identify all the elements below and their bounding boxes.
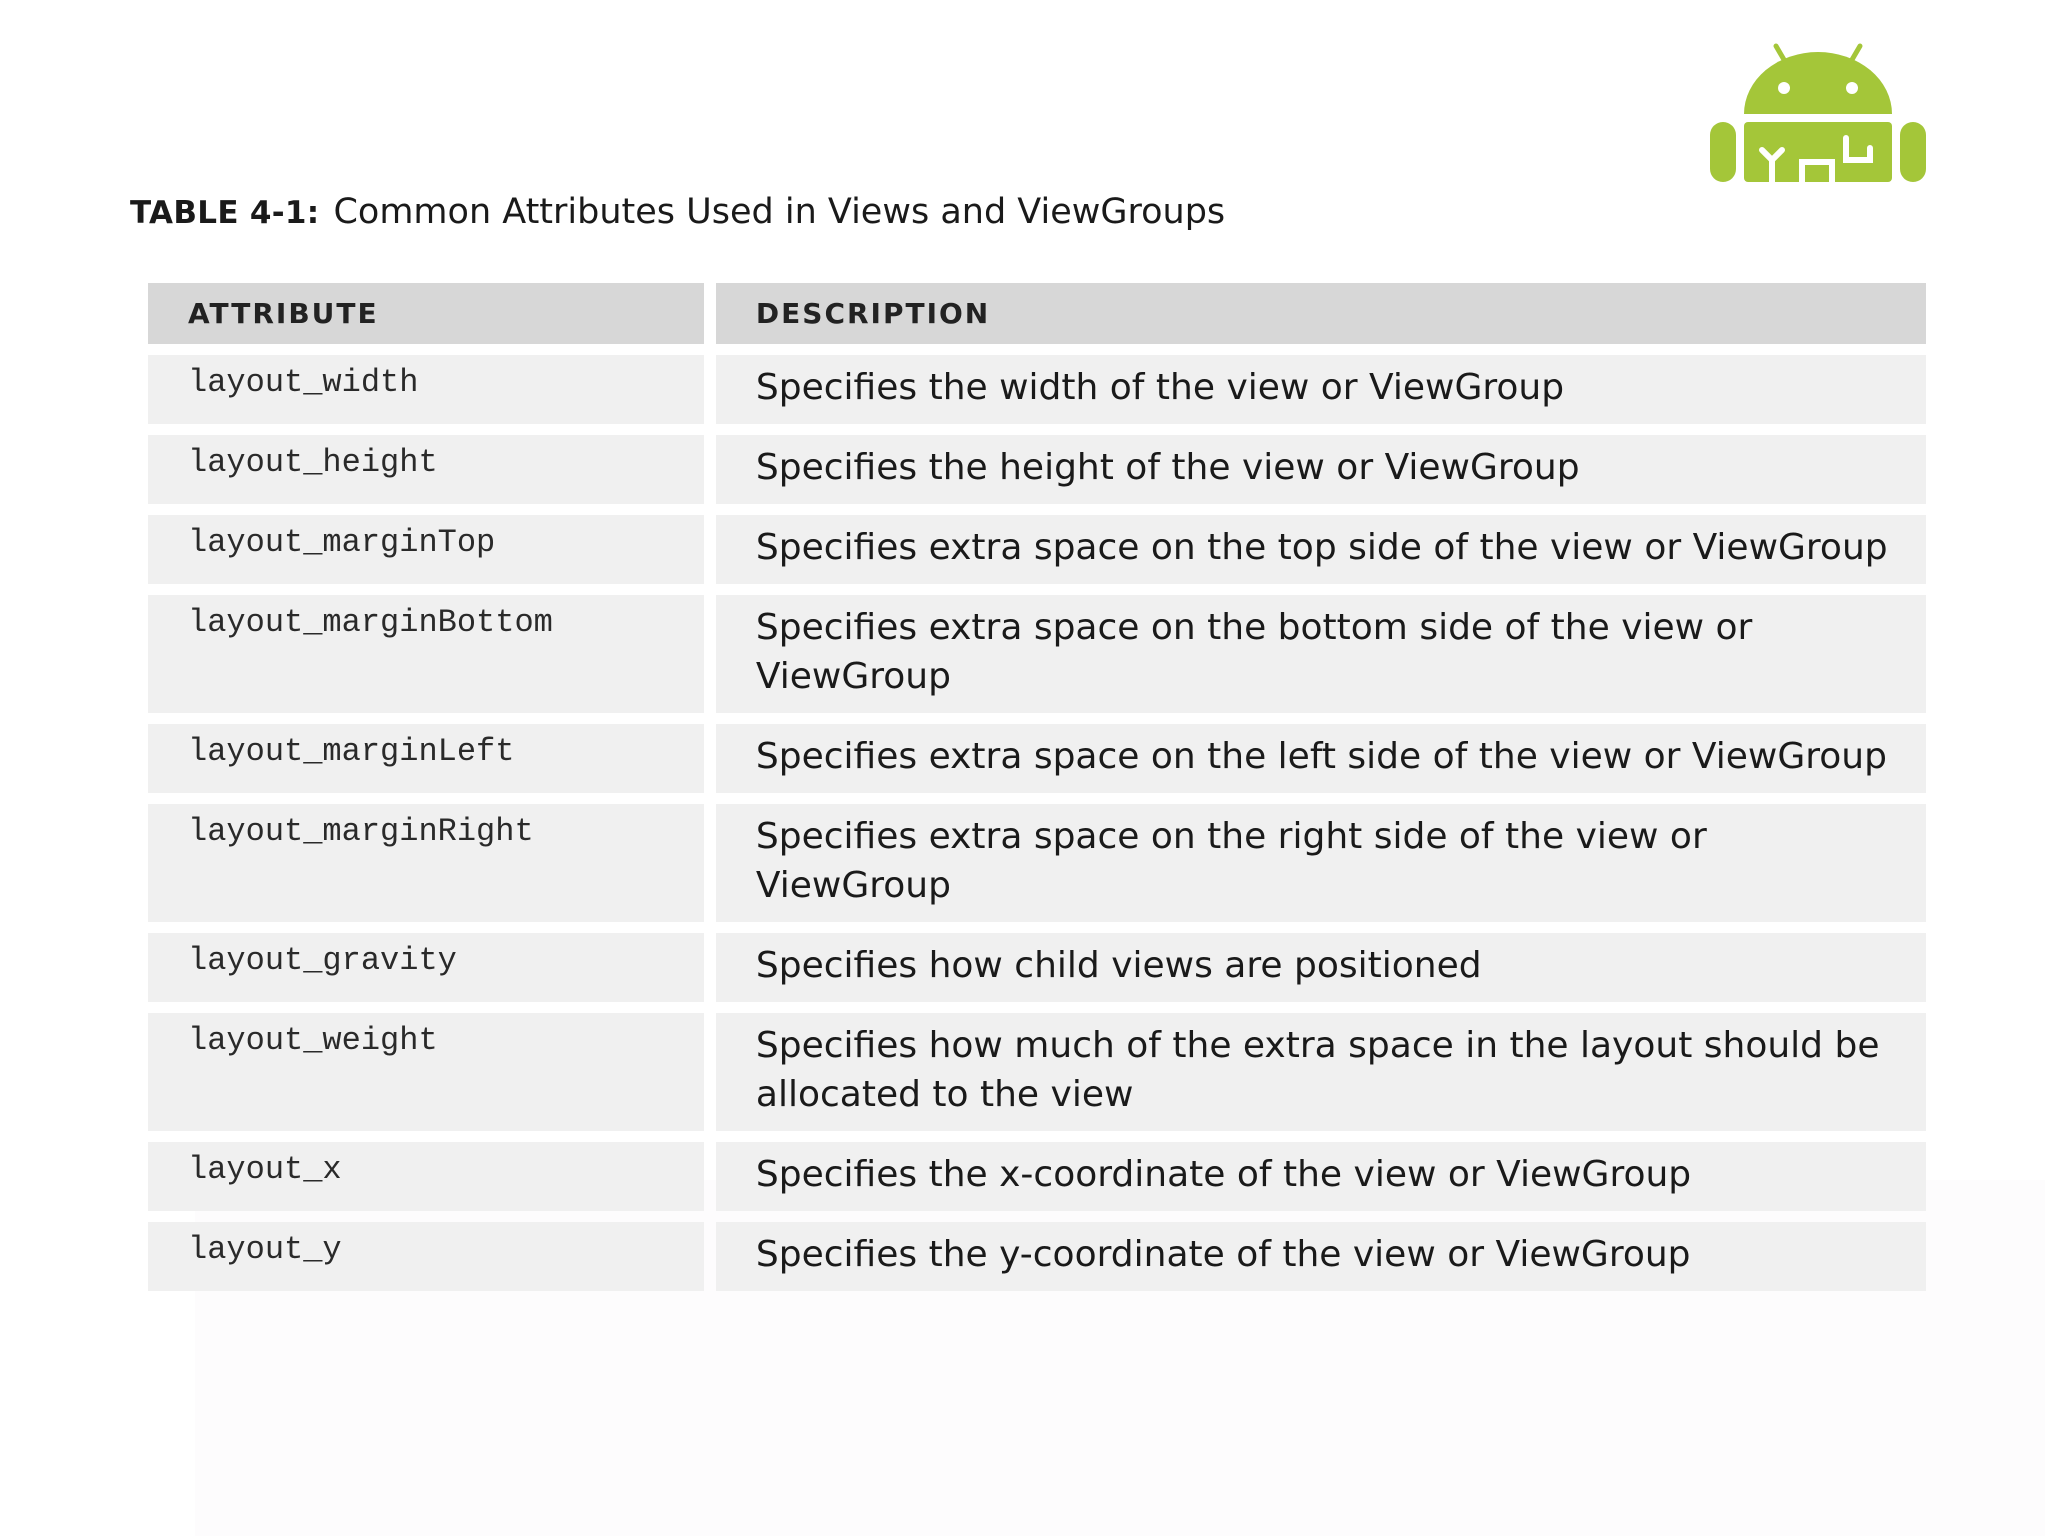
android-logo-icon (1706, 30, 1930, 182)
description-cell: Specifies extra space on the top side of the view or ViewGroup (716, 515, 1926, 584)
table-row (148, 1013, 1926, 1131)
description-cell: Specifies extra space on the bottom side of the view or ViewGroup (716, 595, 1926, 713)
description-cell: Specifies extra space on the right side of the view or ViewGroup (716, 804, 1926, 922)
description-cell: Specifies extra space on the left side of the view or ViewGroup (716, 724, 1926, 793)
attribute-cell: layout_height (148, 435, 704, 504)
table-header-row (148, 283, 1926, 344)
description-cell: Specifies how child views are positioned (716, 933, 1926, 1002)
attribute-cell: layout_gravity (148, 933, 704, 1002)
table-row (148, 1222, 1926, 1291)
table-row (148, 355, 1926, 424)
description-cell: Specifies the height of the view or ViewGroup (716, 435, 1926, 504)
table-row (148, 435, 1926, 504)
attribute-cell: layout_marginRight (148, 804, 704, 922)
attribute-cell: layout_width (148, 355, 704, 424)
table-row (148, 724, 1926, 793)
attribute-cell: layout_y (148, 1222, 704, 1291)
table-row (148, 1142, 1926, 1211)
table-caption-text: Common Attributes Used in Views and ViewGroups (333, 192, 1226, 232)
description-cell: Specifies the width of the view or ViewGroup (716, 355, 1926, 424)
table-row (148, 595, 1926, 713)
column-header-description: DESCRIPTION (716, 283, 1926, 344)
attribute-cell: layout_marginTop (148, 515, 704, 584)
description-cell: Specifies the x-coordinate of the view or ViewGroup (716, 1142, 1926, 1211)
attribute-cell: layout_x (148, 1142, 704, 1211)
table-caption (130, 188, 1225, 237)
attributes-table (136, 272, 1938, 1302)
attribute-cell: layout_marginLeft (148, 724, 704, 793)
table-row (148, 804, 1926, 922)
column-header-attribute: ATTRIBUTE (148, 283, 704, 344)
description-cell: Specifies how much of the extra space in the layout should be allocated to the view (716, 1013, 1926, 1131)
table-row (148, 933, 1926, 1002)
attribute-cell: layout_weight (148, 1013, 704, 1131)
table-row (148, 515, 1926, 584)
attribute-cell: layout_marginBottom (148, 595, 704, 713)
table-caption-label: TABLE 4-1: (130, 195, 320, 231)
description-cell: Specifies the y-coordinate of the view or ViewGroup (716, 1222, 1926, 1291)
